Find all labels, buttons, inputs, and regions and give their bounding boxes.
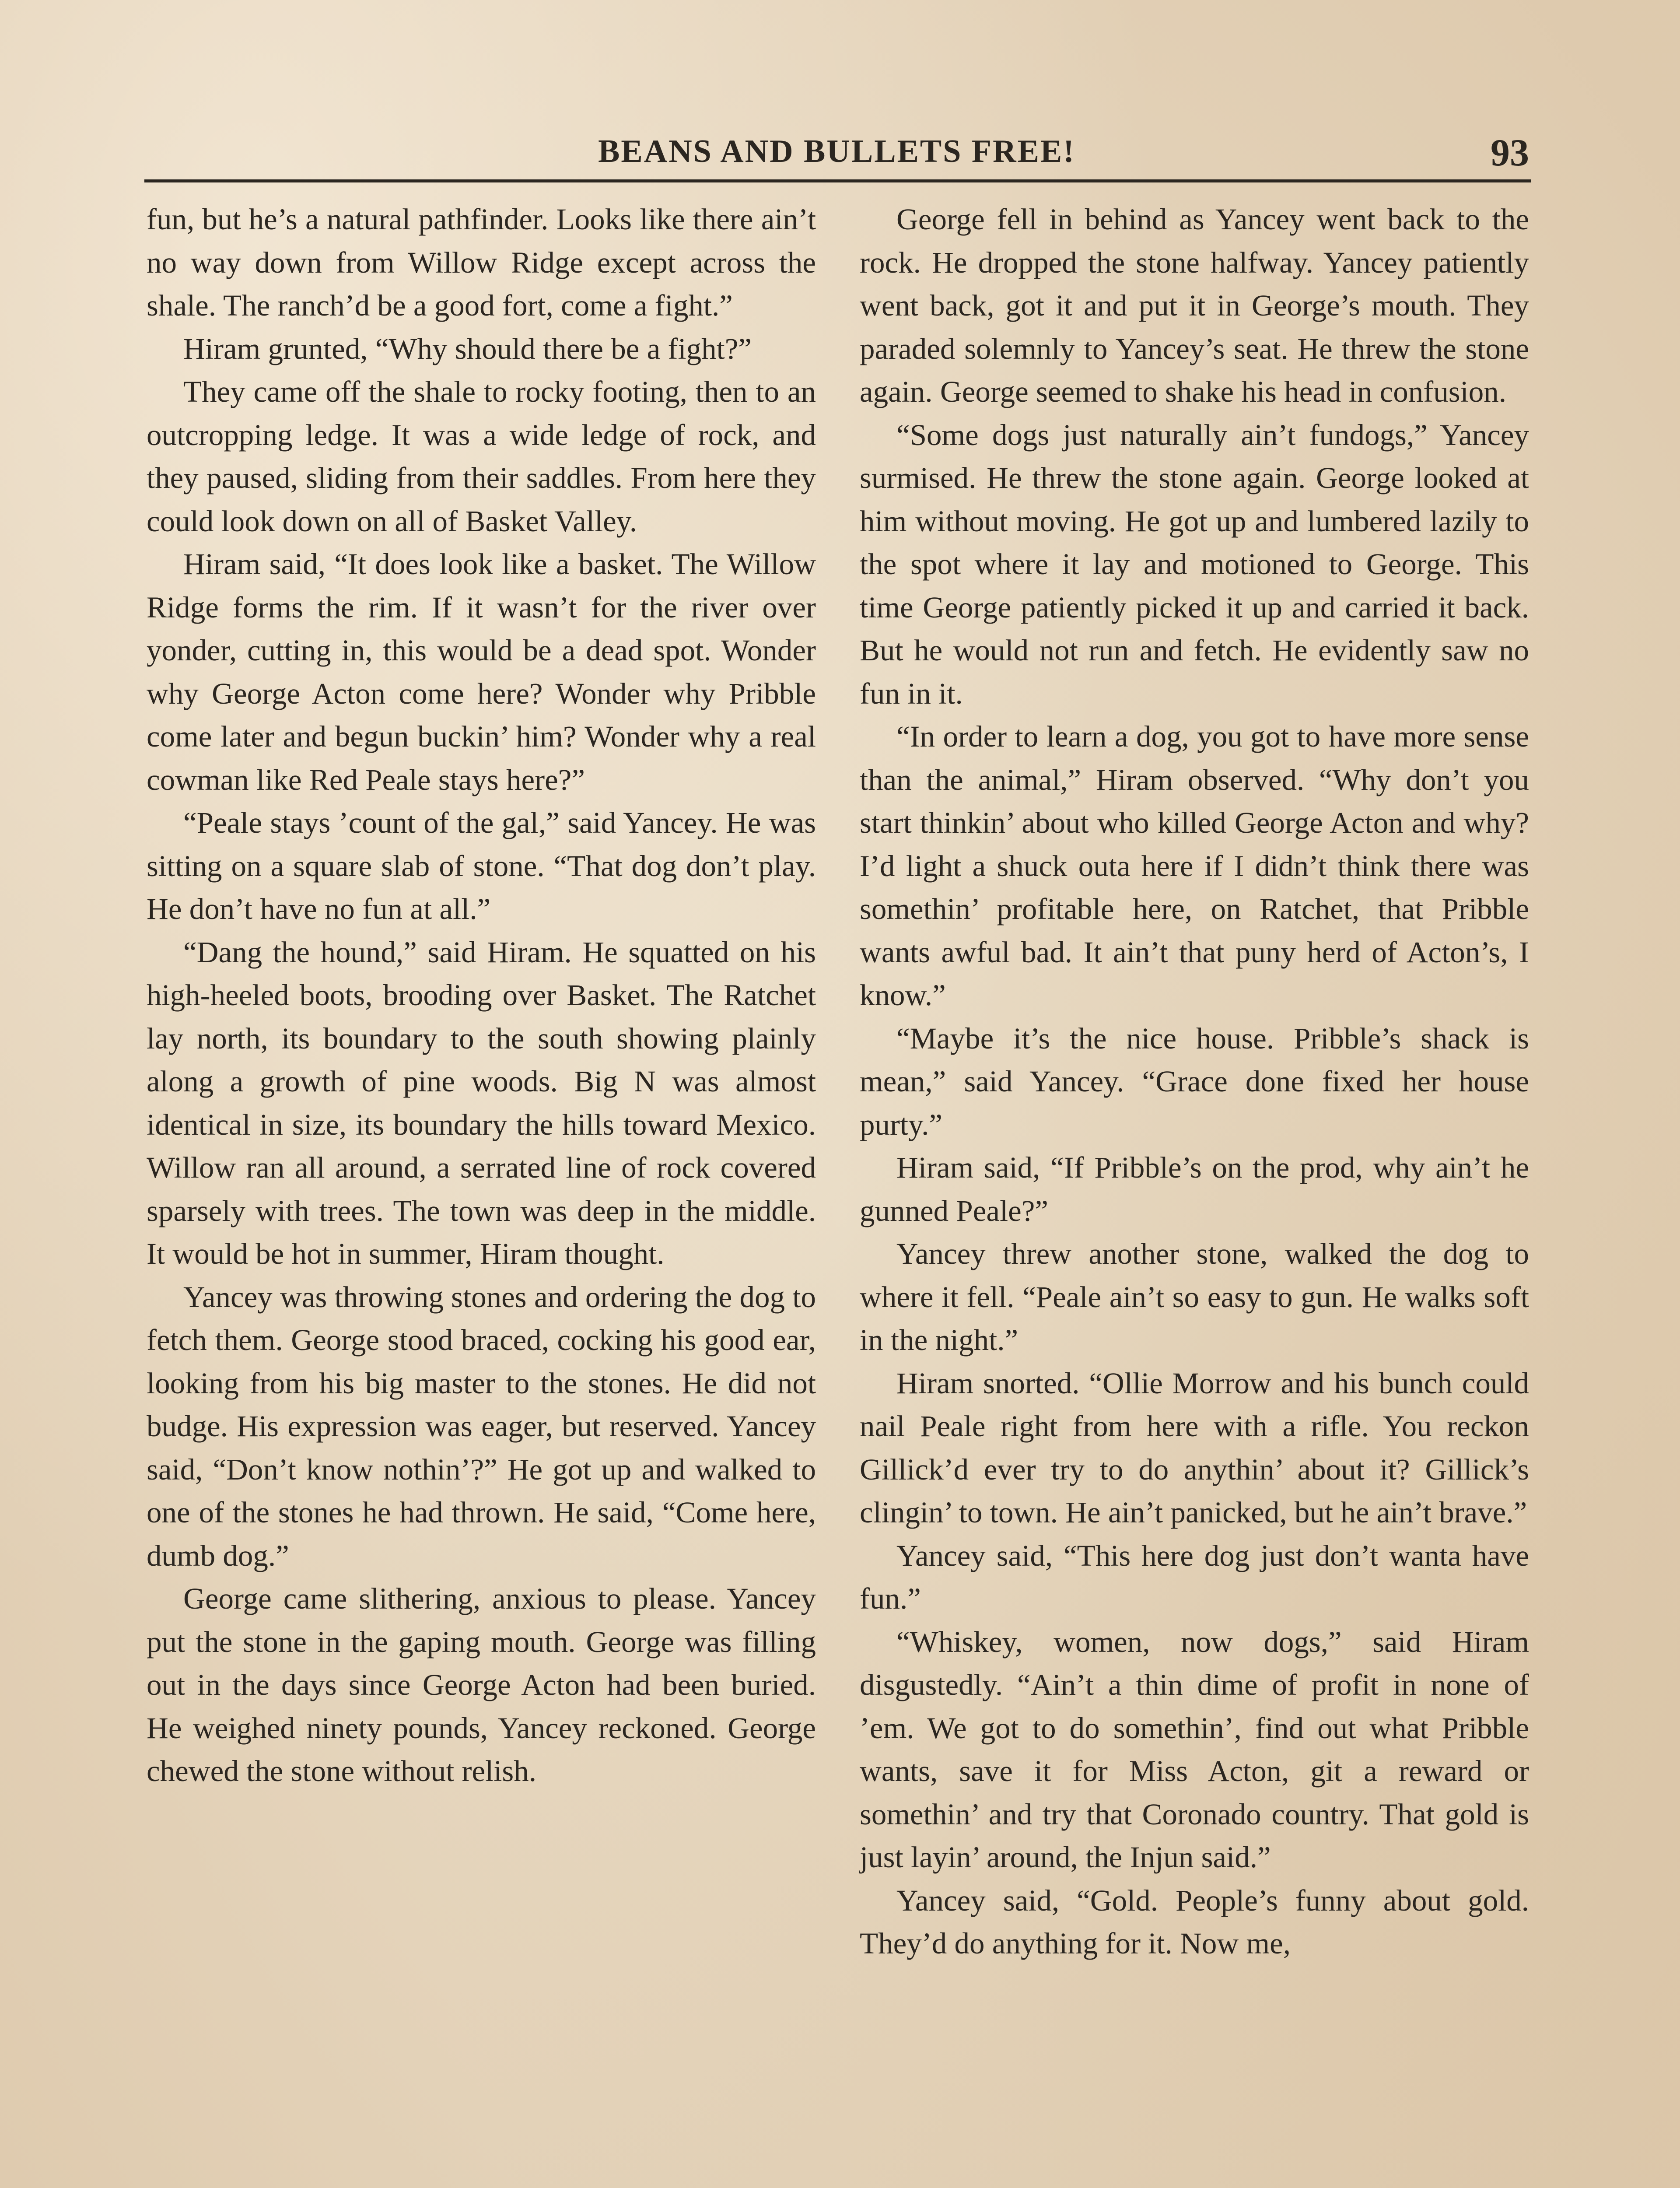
paragraph: Hiram snorted. “Ollie Morrow and his bunch could nail Peale right from here with a rifle. You reckon Gillick’d ever try to do anythin’ about it? Gillick’s clingin’ to town. He ain’t panicked, but he ain’t brave.” xyxy=(860,1366,1529,1529)
paragraph: Yancey threw another stone, walked the dog to where it fell. “Peale ain’t so easy to gun. He walks soft in the night.” xyxy=(860,1237,1529,1357)
header-rule xyxy=(144,179,1531,182)
paragraph: “Dang the hound,” said Hiram. He squatted on his high-heeled boots, brooding over Basket. The Ratchet lay north, its boundary to the south showing plainly along a growth of pine woods. Big N was almost identical in size, its boundary the hills toward Mexico. Willow ran all around, a serrated line of rock covered sparsely with trees. The town was deep in the middle. It would be hot in summer, Hiram thought. xyxy=(147,935,816,1270)
paragraph: Hiram said, “If Pribble’s on the prod, why ain’t he gunned Peale?” xyxy=(860,1151,1529,1227)
paragraph: George came slithering, anxious to please. Yancey put the stone in the gaping mouth. George was filling out in the days since George Acton had been buried. He weighed ninety pounds, Yancey reckoned. George chewed the stone without relish. xyxy=(147,1582,816,1788)
running-header xyxy=(144,130,1529,182)
paragraph: fun, but he’s a natural pathfinder. Looks like there ain’t no way down from Willow Ridge except across the shale. The ranch’d be a good fort, come a fight.” xyxy=(147,203,816,322)
paragraph: “In order to learn a dog, you got to have more sense than the animal,” Hiram observed. “Why don’t you start thinkin’ about who killed George Acton and why? I’d light a shuck outa here if I didn’t think there was somethin’ profitable here, on Ratchet, that Pribble wants awful bad. It ain’t that puny herd of Acton’s, I know.” xyxy=(860,720,1529,1012)
running-title: BEANS AND BULLETS FREE! xyxy=(598,133,1075,169)
paragraph: “Peale stays ’count of the gal,” said Yancey. He was sitting on a square slab of stone. “That dog don’t play. He don’t have no fun at all.” xyxy=(147,806,816,926)
paragraph: “Some dogs just naturally ain’t fundogs,” Yancey surmised. He threw the stone again. George looked at him without moving. He got up and lumbered lazily to the spot where it lay and motioned to George. This time George patiently picked it up and carried it back. But he would not run and fetch. He evidently saw no fun in it. xyxy=(860,418,1529,710)
paragraph: “Maybe it’s the nice house. Pribble’s shack is mean,” said Yancey. “Grace done fixed her house purty.” xyxy=(860,1021,1529,1141)
page-number: 93 xyxy=(1491,132,1529,174)
paragraph: Yancey was throwing stones and ordering the dog to fetch them. George stood braced, cocking his good ear, looking from his big master to the stones. He did not budge. His expression was eager, but reserved. Yancey said, “Don’t know nothin’?” He got up and walked to one of the stones he had thrown. He said, “Come here, dumb dog.” xyxy=(147,1280,816,1572)
paragraph: Hiram grunted, “Why should there be a fight?” xyxy=(183,332,752,365)
left-column xyxy=(147,198,816,1793)
right-column xyxy=(860,198,1529,1965)
paragraph: They came off the shale to rocky footing, then to an outcropping ledge. It was a wide ledge of rock, and they paused, sliding from their saddles. From here they could look down on all of Basket Valley. xyxy=(147,375,816,538)
paragraph: George fell in behind as Yancey went back to the rock. He dropped the stone halfway. Yancey patiently went back, got it and put it in George’s mouth. They paraded solemnly to Yancey’s seat. He threw the stone again. George seemed to shake his head in confusion. xyxy=(860,203,1529,408)
paragraph: Yancey said, “This here dog just don’t wanta have fun.” xyxy=(860,1539,1529,1615)
paragraph: “Whiskey, women, now dogs,” said Hiram disgustedly. “Ain’t a thin dime of profit in none of ’em. We got to do somethin’, find out what Pribble wants, save it for Miss Acton, git a reward or somethin’ and try that Coronado country. That gold is just layin’ around, the Injun said.” xyxy=(860,1625,1529,1874)
paragraph: Yancey said, “Gold. People’s funny about gold. They’d do anything for it. Now me, xyxy=(860,1883,1529,1960)
paragraph: Hiram said, “It does look like a basket. The Willow Ridge forms the rim. If it wasn’t for the river over yonder, cutting in, this would be a dead spot. Wonder why George Acton come here? Wonder why Pribble come later and begun buckin’ him? Wonder why a real cowman like Red Peale stays here?” xyxy=(147,547,816,796)
